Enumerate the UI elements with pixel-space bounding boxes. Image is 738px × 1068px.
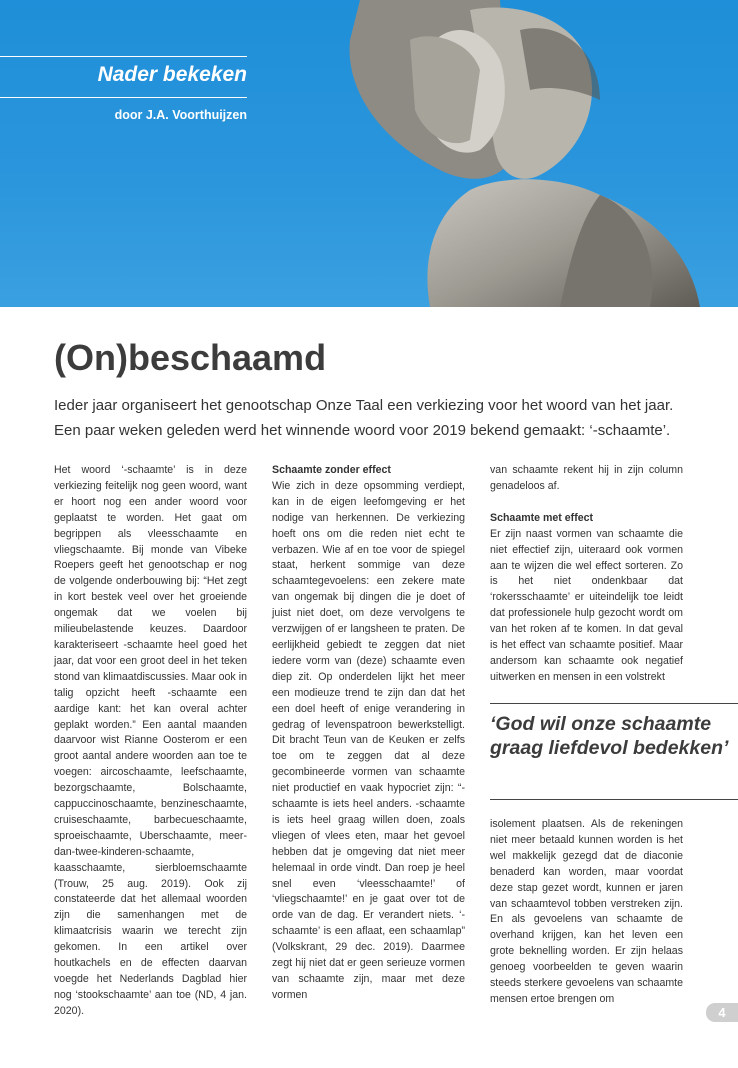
page-number: 4: [706, 1003, 738, 1022]
section-kicker: Nader bekeken: [97, 63, 247, 86]
column-1: [54, 463, 247, 1020]
body-paragraph: Het woord ‘-schaamte’ is in deze verkiezing feitelijk nog geen woord, want er hoort nog een ander woord voor geplaatst te worden. Het gaat om begrippen als vleesschaamte en vliegschaamte. Bij monde van Vibeke Roepers geeft het genootschap er nog de volgende onderbouwing bij: “Het zegt in kort bestek veel over het groeiende ongemak dat we voelen bij milieubelastende keuzes. Daardoor karakteriseert -schaamte heel goed het jaar, dat voor een groot deel in het teken stond van klimaatdiscussies. Maar ook in talig opzicht heeft -schaamte een aardige kant: het kan overal achter geplakt worden.” Een aantal maanden daarvoor wist Rianne Oosterom er een groot aantal andere woorden aan toe te voegen: aircoschaamte, leefschaamte, bezorgschaamte, Bolschaamte, cappuccinoschaamte, benzineschaamte, cruiseschaamte, barbecueschaamte, sproeischaamte, Uberschaamte, meer-dan-twee-kinderen-schaamte, kaasschaamte, sierbloemschaamte (Trouw, 25 aug. 2019). Ook zij constateerde dat het allemaal woorden zijn die samenhangen met de klimaatcrisis waarin we terecht zijn gekomen. In een artikel over houtkachels en de effecten daarvan voegde het Nederlands Dagblad hier nog ‘stookschaamte’ aan toe (ND, 4 jan. 2020).: [54, 464, 247, 1017]
body-paragraph: Er zijn naast vormen van schaamte die niet effectief zijn, uiteraard ook vormen aan te wijzen die wel effect sorteren. Zo is het niet ondenkbaar dat ‘rokersschaamte’ er uiteindelijk toe leidt dat professionele hulp gezocht wordt om van het roken af te komen. In dat geval is het effect van schaamte positief. Maar andersom kan schaamte ook negatief uitwerken en mensen in een volstrekt: [490, 527, 683, 683]
column-3-top: [490, 463, 683, 686]
article-title: (On)beschaamd: [54, 337, 327, 378]
header-rule-bottom: [0, 97, 247, 98]
subheading-schaamte-zonder-effect: Schaamte zonder effect: [272, 464, 391, 476]
body-paragraph: van schaamte rekent hij in zijn column genadeloos af.: [490, 464, 683, 492]
subheading-schaamte-met-effect: Schaamte met effect: [490, 511, 594, 524]
author-byline: door J.A. Voorthuijzen: [114, 108, 247, 122]
statue-photo: [0, 0, 738, 307]
body-paragraph: isolement plaatsen. Als de rekeningen niet meer betaald kunnen worden is het wel makkelijk gezegd dat de diaconie benaderd kan worden, maar voordat deze stap gezet wordt, kunnen er jaren van schaamtevol tobben verstreken zijn. En als gevoelens van schaamte de overhand krijgen, kan het leven een grote beknelling worden. Er zijn helaas genoeg voorbeelden te geven waarin steeds sterkere gevoelens van schaamte mensen ertoe brengen om: [490, 818, 683, 1005]
header-banner: [0, 0, 738, 307]
pull-quote-box: [490, 703, 738, 800]
column-3-bottom: [490, 817, 683, 1008]
article-intro: Ieder jaar organiseert het genootschap Onze Taal een verkiezing voor het woord van het jaar. Een paar weken geleden werd het winnende woord voor 2019 bekend gemaakt: ‘-schaamte’.: [54, 397, 674, 439]
column-2: [272, 463, 465, 1004]
pull-quote: ‘God wil onze schaamte graag liefdevol bedekken’: [490, 713, 729, 759]
header-rule-top: [0, 56, 247, 57]
body-paragraph: Wie zich in deze opsomming verdiept, kan in de eigen leefomgeving er het nodige van herkennen. De verkiezing hoeft ons om die reden niet echt te verbazen. Wie af en toe voor de spiegel staat, herkent sommige van deze schaamtegevoelens: een zekere mate van ongemak bij dingen die je doet of juist niet doet, om deze vervolgens te verzwijgen of er langsheen te praten. De eerlijkheid gebiedt te zeggen dat niet iedere vorm van (deze) schaamte even diep zit. Op onderdelen lijkt het meer een modieuze trend te zijn dan dat het een doel heeft of enige verandering in gedrag of levenspatroon bewerkstelligt. Dit bracht Teun van de Keuken er zelfs toe om te zeggen dat al deze gecombineerde vormen van schaamte niet productief en vaak hypocriet zijn: “-schaamte is iets heel anders. -schaamte is iets heel graag willen doen, zoals vliegen of vlees eten, maar het gevoel hebben dat je omgeving dat niet meer helemaal in orde vindt. Dan roep je heel snel even ‘vleesschaamte!’ of ‘vliegschaamte!’ en je gaat over tot de orde van de dag. Er verandert niets. ‘-schaamte’ is een aflaat, een schaamlap” (Volkskrant, 29 dec. 2019). Daarmee zegt hij niet dat er geen serieuze vormen van schaamte zijn, maar met deze vormen: [272, 479, 465, 1001]
